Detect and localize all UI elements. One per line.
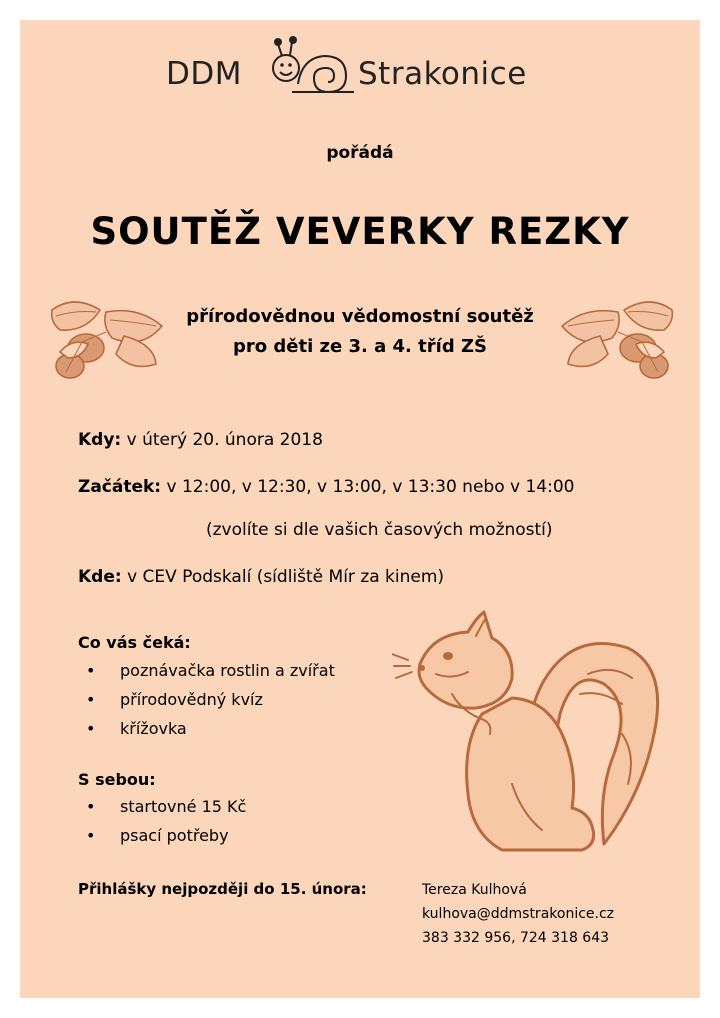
when-label: Kdy:: [78, 430, 122, 450]
bring-heading: S sebou:: [78, 770, 156, 789]
when-value: v úterý 20. února 2018: [126, 430, 323, 450]
start-row: [78, 477, 574, 497]
squirrel-icon: [392, 594, 674, 864]
where-value: v CEV Podskalí (sídliště Mír za kinem): [127, 567, 445, 587]
hazelnut-icon: [46, 292, 172, 388]
subtitle-line-1: přírodovědnou vědomostní soutěž: [186, 306, 534, 327]
list-item: přírodovědný kvíz: [120, 690, 263, 709]
contact-phone: 383 332 956, 724 318 643: [422, 930, 610, 946]
list-item: psací potřeby: [120, 826, 229, 845]
bullet-icon: •: [86, 797, 96, 816]
bullet-icon: •: [86, 826, 96, 845]
organizer-verb: pořádá: [326, 143, 394, 163]
contact-email[interactable]: kulhova@ddmstrakonice.cz: [422, 906, 615, 922]
registration-label: Přihlášky nejpozději do 15. února:: [78, 880, 367, 898]
start-label: Začátek:: [78, 477, 162, 497]
awaits-heading: Co vás čeká:: [78, 633, 191, 652]
where-label: Kde:: [78, 567, 122, 587]
contact-name: Tereza Kulhová: [422, 882, 527, 898]
bullet-icon: •: [86, 661, 96, 680]
list-item: startovné 15 Kč: [120, 797, 247, 816]
subtitle-line-2: pro děti ze 3. a 4. tříd ZŠ: [233, 336, 487, 357]
hazelnut-icon: [552, 292, 678, 388]
start-value: v 12:00, v 12:30, v 13:00, v 13:30 nebo v 14:00: [166, 477, 575, 497]
snail-icon: [262, 34, 357, 100]
list-item: poznávačka rostlin a zvířat: [120, 661, 335, 680]
when-row: [78, 430, 323, 450]
where-row: [78, 567, 444, 587]
logo-text-ddm: DDM: [166, 56, 242, 92]
page-title: SOUTĚŽ VEVERKY REZKY: [90, 210, 630, 253]
list-item: křížovka: [120, 719, 187, 738]
start-note: (zvolíte si dle vašich časových možností): [206, 520, 553, 540]
bullet-icon: •: [86, 719, 96, 738]
bullet-icon: •: [86, 690, 96, 709]
logo-text-strakonice: Strakonice: [358, 56, 527, 92]
